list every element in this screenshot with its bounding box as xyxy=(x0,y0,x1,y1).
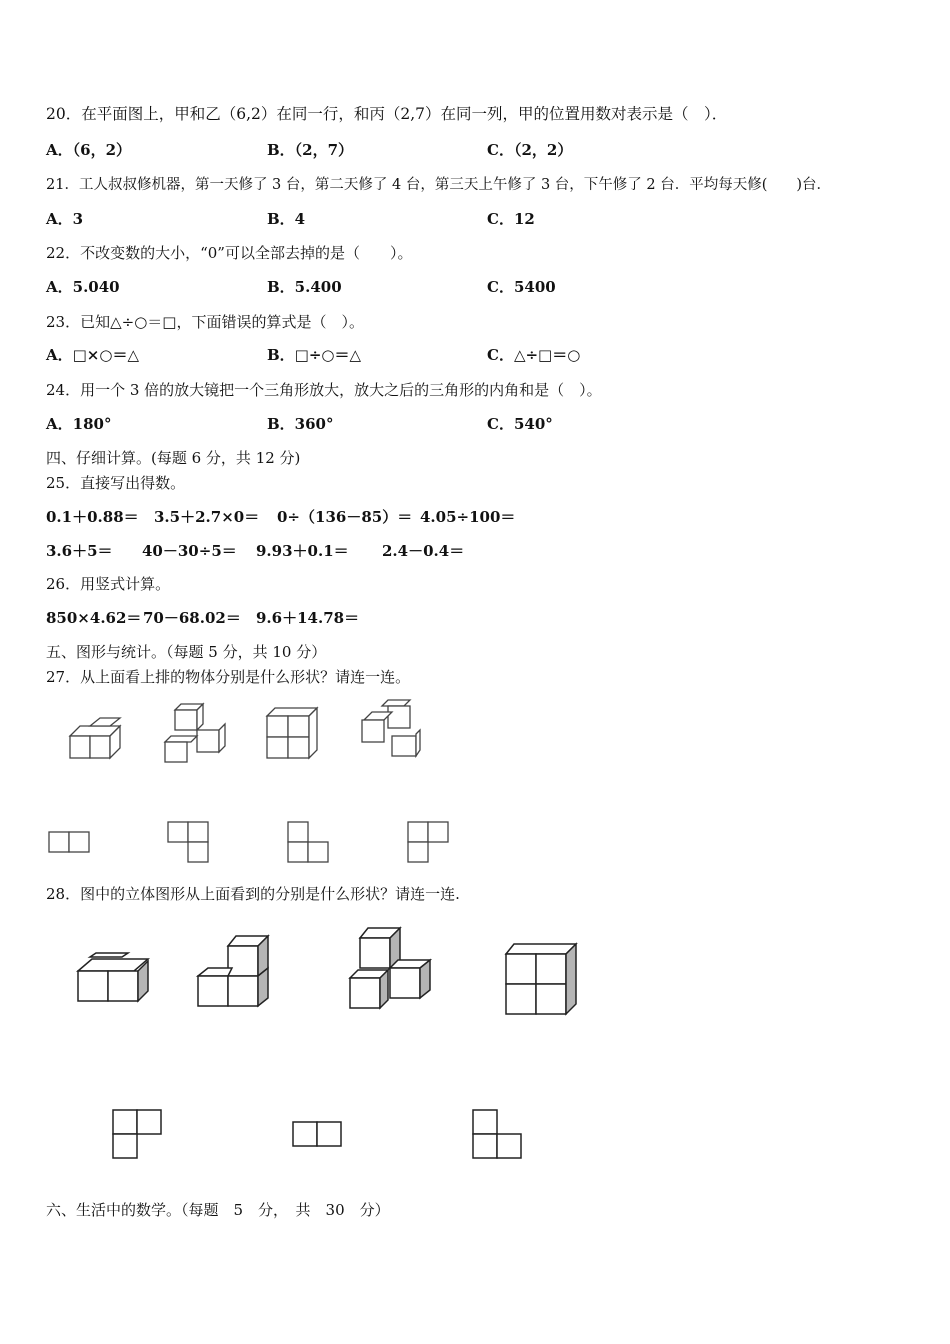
calc-item: 0.1＋0.88＝ xyxy=(46,508,139,526)
top-view-1 xyxy=(48,830,92,854)
option-b: B．5.400 xyxy=(267,278,342,296)
option-b: B．360° xyxy=(267,415,334,433)
option-a: A．3 xyxy=(46,210,84,228)
question-26: 26．用竖式计算。 xyxy=(46,575,171,593)
option-a: A．180° xyxy=(46,415,112,433)
solid-figure-5 xyxy=(76,951,152,1007)
option-b: B．（2，7） xyxy=(267,141,354,159)
option-a: A．□×○＝△ xyxy=(46,346,140,364)
section-heading-5: 五、图形与统计。（每题 5 分，共 10 分） xyxy=(46,643,327,661)
top-view-4 xyxy=(406,820,452,864)
calc-item: 4.05÷100＝ xyxy=(420,508,516,526)
calc-item: 3.5＋2.7×0＝ xyxy=(154,508,260,526)
option-c: C．5400 xyxy=(487,278,556,296)
question-25: 25．直接写出得数。 xyxy=(46,474,186,492)
solid-figure-8 xyxy=(504,942,580,1018)
calc-item: 3.6＋5＝ xyxy=(46,542,113,560)
calc-item: 2.4－0.4＝ xyxy=(382,542,465,560)
section-heading-6: 六、生活中的数学。（每题 5 分， 共 30 分） xyxy=(46,1201,390,1219)
option-c: C．540° xyxy=(487,415,553,433)
solid-figure-4 xyxy=(358,698,426,762)
solid-figure-7 xyxy=(348,926,436,1012)
calc-item: 40－30÷5＝ xyxy=(142,542,237,560)
top-view-7 xyxy=(471,1108,525,1162)
calc-item: 70－68.02＝ xyxy=(143,609,241,627)
calc-item: 0÷（136－85）＝ xyxy=(277,508,413,526)
option-b: B．□÷○＝△ xyxy=(267,346,362,364)
top-view-2 xyxy=(166,820,212,864)
top-view-6 xyxy=(291,1120,345,1150)
section-heading-4: 四、仔细计算。(每题 6 分，共 12 分) xyxy=(46,449,301,467)
solid-figure-3 xyxy=(263,706,323,762)
option-b: B．4 xyxy=(267,210,306,228)
calc-item: 9.6＋14.78＝ xyxy=(256,609,360,627)
option-c: C．（2，2） xyxy=(487,141,573,159)
question-20: 20．在平面图上，甲和乙（6,2）在同一行，和丙（2,7）在同一列，甲的位置用数对表示是（ ）． xyxy=(46,105,728,123)
solid-figure-2 xyxy=(161,704,227,766)
option-c: C．12 xyxy=(487,210,535,228)
solid-figure-1 xyxy=(66,714,126,762)
top-view-5 xyxy=(111,1108,165,1162)
option-a: A．5.040 xyxy=(46,278,120,296)
calc-item: 9.93＋0.1＝ xyxy=(256,542,349,560)
option-a: A．（6，2） xyxy=(46,141,132,159)
question-22: 22．不改变数的大小，“0”可以全部去掉的是（ ）。 xyxy=(46,244,413,262)
option-c: C．△÷□＝○ xyxy=(487,346,581,364)
top-view-3 xyxy=(286,820,332,864)
question-28: 28．图中的立体图形从上面看到的分别是什么形状？请连一连. xyxy=(46,885,460,903)
question-23: 23．已知△÷○＝□，下面错误的算式是（ ）。 xyxy=(46,313,364,331)
question-24: 24．用一个 3 倍的放大镜把一个三角形放大，放大之后的三角形的内角和是（ ）。 xyxy=(46,381,602,399)
question-27: 27．从上面看上排的物体分别是什么形状？请连一连。 xyxy=(46,668,411,686)
question-21: 21．工人叔叔修机器，第一天修了 3 台，第二天修了 4 台，第三天上午修了 3 台，下午修了 2 台．平均每天修( )台． xyxy=(46,177,832,193)
calc-item: 850×4.62＝ xyxy=(46,609,142,627)
solid-figure-6 xyxy=(196,934,274,1010)
